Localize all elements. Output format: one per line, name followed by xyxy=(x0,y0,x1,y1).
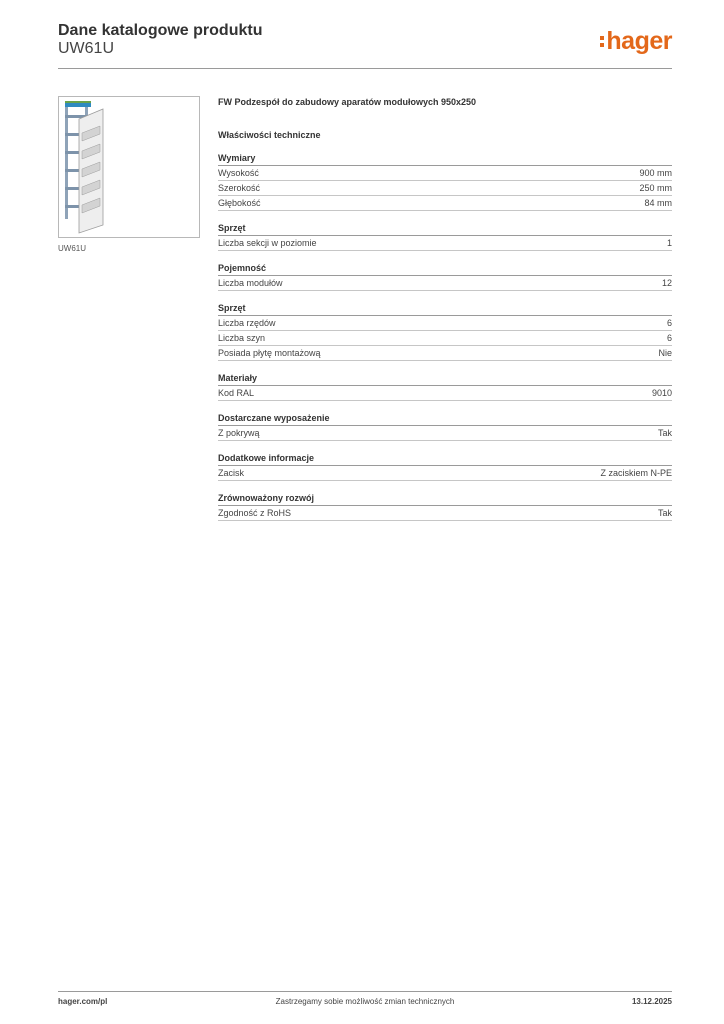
spec-label: Z pokrywą xyxy=(218,428,260,438)
spec-section xyxy=(218,413,672,441)
spec-row xyxy=(218,466,672,481)
spec-value: 84 mm xyxy=(644,198,672,208)
spec-label: Liczba sekcji w poziomie xyxy=(218,238,317,248)
spec-row xyxy=(218,166,672,181)
spec-value: Tak xyxy=(657,508,672,518)
spec-value: 6 xyxy=(666,318,672,328)
product-title: FW Podzespół do zabudowy aparatów modułowych 950x250 xyxy=(218,97,477,107)
spec-section-title: Materiały xyxy=(218,373,672,386)
spec-section xyxy=(218,263,672,291)
logo-text: hager xyxy=(606,26,672,55)
page-title: Dane katalogowe produktu xyxy=(58,22,263,39)
spec-value: 1 xyxy=(666,238,672,248)
footer-date: 13.12.2025 xyxy=(631,997,672,1006)
spec-label: Liczba rzędów xyxy=(218,318,276,328)
spec-row xyxy=(218,236,672,251)
spec-label: Szerokość xyxy=(218,183,261,193)
hager-logo xyxy=(600,26,672,56)
footer-divider xyxy=(58,991,672,992)
page-header xyxy=(58,20,672,70)
spec-section xyxy=(218,453,672,481)
spec-label: Wysokość xyxy=(218,168,259,178)
logo-dots-icon xyxy=(600,36,604,47)
spec-section-title: Zrównoważony rozwój xyxy=(218,493,672,506)
spec-label: Liczba szyn xyxy=(218,333,266,343)
spec-section-title: Dostarczane wyposażenie xyxy=(218,413,672,426)
product-image-caption: UW61U xyxy=(58,244,87,253)
spec-section-title: Dodatkowe informacje xyxy=(218,453,672,466)
spec-row xyxy=(218,316,672,331)
spec-label: Posiada płytę montażową xyxy=(218,348,321,358)
spec-row xyxy=(218,276,672,291)
spec-value: Tak xyxy=(657,428,672,438)
product-image xyxy=(58,96,200,238)
spec-value: Nie xyxy=(658,348,672,358)
spec-row xyxy=(218,426,672,441)
spec-label: Głębokość xyxy=(218,198,261,208)
spec-value: 250 mm xyxy=(639,183,672,193)
spec-section-title: Pojemność xyxy=(218,263,672,276)
spec-section-title: Sprzęt xyxy=(218,223,672,236)
spec-row xyxy=(218,331,672,346)
spec-row xyxy=(218,196,672,211)
spec-row xyxy=(218,181,672,196)
spec-section xyxy=(218,373,672,401)
product-details xyxy=(218,95,672,521)
spec-row xyxy=(218,346,672,361)
footer-disclaimer: Zastrzegamy sobie możliwość zmian technicznych xyxy=(275,997,455,1006)
spec-section-title: Wymiary xyxy=(218,153,672,166)
footer-website-link[interactable]: hager.com/pl xyxy=(58,997,108,1006)
product-illustration-icon xyxy=(59,97,199,237)
spec-label: Zgodność z RoHS xyxy=(218,508,292,518)
product-code: UW61U xyxy=(58,40,115,57)
spec-label: Kod RAL xyxy=(218,388,255,398)
spec-value: 900 mm xyxy=(639,168,672,178)
spec-section xyxy=(218,223,672,251)
spec-label: Liczba modułów xyxy=(218,278,283,288)
spec-section xyxy=(218,153,672,211)
spec-value: 12 xyxy=(661,278,672,288)
spec-row xyxy=(218,506,672,521)
spec-sections xyxy=(218,153,672,521)
header-divider xyxy=(58,68,672,69)
spec-section-title: Sprzęt xyxy=(218,303,672,316)
spec-value: Z zaciskiem N-PE xyxy=(600,468,672,478)
spec-value: 9010 xyxy=(651,388,672,398)
page-footer xyxy=(58,997,672,1011)
spec-label: Zacisk xyxy=(218,468,245,478)
spec-section xyxy=(218,493,672,521)
spec-row xyxy=(218,386,672,401)
spec-section xyxy=(218,303,672,361)
spec-value: 6 xyxy=(666,333,672,343)
technical-properties-heading: Właściwości techniczne xyxy=(218,130,321,140)
